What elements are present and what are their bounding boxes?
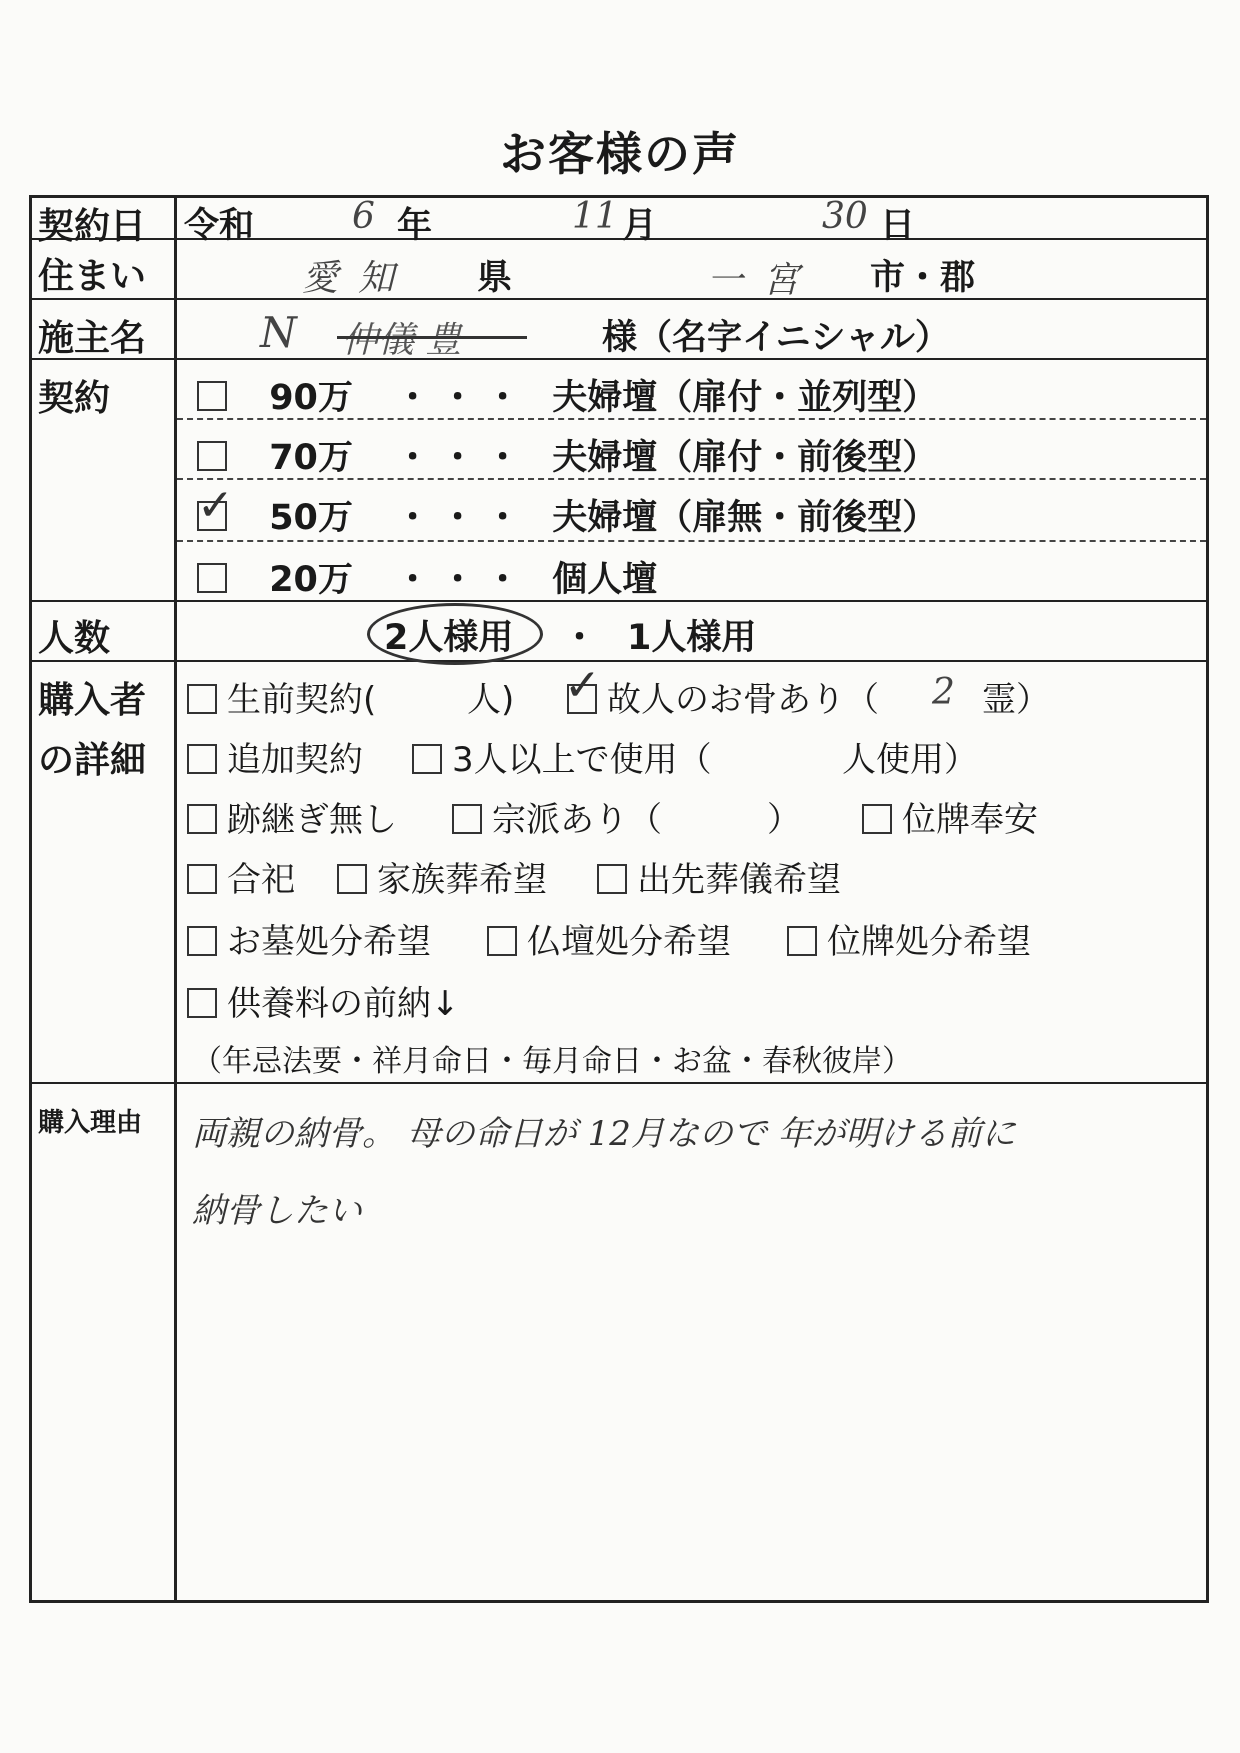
reason-label: 購入理由 <box>38 1108 143 1138</box>
checkbox[interactable] <box>187 804 217 834</box>
contract-option-20[interactable]: 20万 ・・・ 個人壇 <box>197 552 657 602</box>
year-unit: 年 <box>397 206 433 246</box>
prepay-note: （年忌法要・祥月命日・毎月命日・お盆・春秋彼岸） <box>192 1044 912 1079</box>
people-option-one[interactable]: 1人様用 <box>627 618 757 658</box>
pre-contract-unit: 人) <box>467 680 515 720</box>
day-unit: 日 <box>880 206 916 246</box>
checkbox[interactable] <box>187 926 217 956</box>
people-separator: ・ <box>562 618 598 658</box>
prepay-option[interactable]: 供養料の前納↓ <box>187 976 460 1025</box>
option-divider <box>177 540 1206 542</box>
family-funeral-option[interactable]: 家族葬希望 <box>337 852 547 901</box>
purchaser-label-line2: の詳細 <box>38 740 147 781</box>
selection-circle <box>367 603 543 665</box>
checkbox[interactable] <box>452 804 482 834</box>
deceased-unit: 霊） <box>982 680 1050 720</box>
checkbox[interactable] <box>187 864 217 894</box>
city-unit: 市・郡 <box>870 258 976 298</box>
row-divider <box>32 1082 1206 1084</box>
no-successor-option[interactable]: 跡継ぎ無し <box>187 792 397 841</box>
check-mark-icon: ✓ <box>197 480 234 531</box>
additional-contract-option[interactable]: 追加契約 <box>187 732 363 781</box>
checkbox[interactable] <box>862 804 892 834</box>
struck-name: 仲儀 豊 <box>342 320 462 361</box>
feedback-form <box>29 195 1209 1603</box>
ihai-option[interactable]: 位牌奉安 <box>862 792 1038 841</box>
purchaser-label-line1: 購入者 <box>38 680 147 721</box>
checkbox[interactable] <box>197 381 227 411</box>
ihai-disposal-option[interactable]: 位牌処分希望 <box>787 914 1031 963</box>
era-text: 令和 <box>184 206 255 246</box>
reason-line1: 両親の納骨。 母の命日が 12月なので 年が明ける前に <box>192 1114 1016 1154</box>
checkbox[interactable] <box>187 684 217 714</box>
sect-close: ） <box>767 800 801 840</box>
day-value: 30 <box>822 196 868 237</box>
sect-option[interactable]: 宗派あり（ <box>452 792 662 841</box>
label-column-divider <box>174 198 177 1600</box>
month-value: 11 <box>572 196 618 237</box>
contract-label: 契約 <box>38 378 111 419</box>
butsudan-disposal-option[interactable]: 仏壇処分希望 <box>487 914 731 963</box>
checkbox[interactable] <box>187 988 217 1018</box>
checkbox[interactable] <box>787 926 817 956</box>
checkbox[interactable] <box>597 864 627 894</box>
checkbox[interactable] <box>412 744 442 774</box>
checkbox[interactable] <box>487 926 517 956</box>
grave-disposal-option[interactable]: お墓処分希望 <box>187 914 431 963</box>
outside-funeral-option[interactable]: 出先葬儀希望 <box>597 852 841 901</box>
three-plus-option[interactable]: 3人以上で使用（ <box>412 732 712 781</box>
checkbox[interactable] <box>187 744 217 774</box>
client-name-label: 施主名 <box>38 318 147 359</box>
checkbox[interactable] <box>337 864 367 894</box>
contract-option-90[interactable]: 90万 ・・・ 夫婦壇（扉付・並列型） <box>197 370 937 420</box>
contract-option-70[interactable]: 70万 ・・・ 夫婦壇（扉付・前後型） <box>197 430 937 480</box>
people-option-two[interactable]: 2人様用 <box>384 618 514 658</box>
row-divider <box>32 660 1206 662</box>
strikethrough-line <box>337 336 527 339</box>
checkbox[interactable] <box>197 563 227 593</box>
check-mark-icon: ✓ <box>564 660 601 711</box>
month-unit: 月 <box>622 206 658 246</box>
people-label: 人数 <box>38 618 111 659</box>
deceased-bones-option[interactable]: 故人のお骨あり（ <box>567 672 879 721</box>
checkbox[interactable] <box>197 441 227 471</box>
residence-label: 住まい <box>38 256 147 297</box>
prefecture-unit: 県 <box>477 258 513 298</box>
contract-option-50[interactable]: 50万 ・・・ 夫婦壇（扉無・前後型） <box>197 490 937 540</box>
prefecture-value: 愛知 <box>302 258 415 299</box>
client-initial: N <box>260 308 297 357</box>
deceased-count: 2 <box>932 672 955 713</box>
pre-contract-option[interactable]: 生前契約( <box>187 672 376 721</box>
client-name-suffix: 様（名字イニシャル） <box>602 318 950 358</box>
page-title: お客様の声 <box>500 127 740 181</box>
contract-date-label: 契約日 <box>38 206 147 247</box>
city-value: 一宮 <box>707 260 820 301</box>
reason-line2: 納骨したい <box>192 1191 362 1231</box>
row-divider <box>32 298 1206 300</box>
year-value: 6 <box>352 196 375 237</box>
three-plus-unit: 人使用） <box>842 740 978 780</box>
goushi-option[interactable]: 合祀 <box>187 852 295 901</box>
